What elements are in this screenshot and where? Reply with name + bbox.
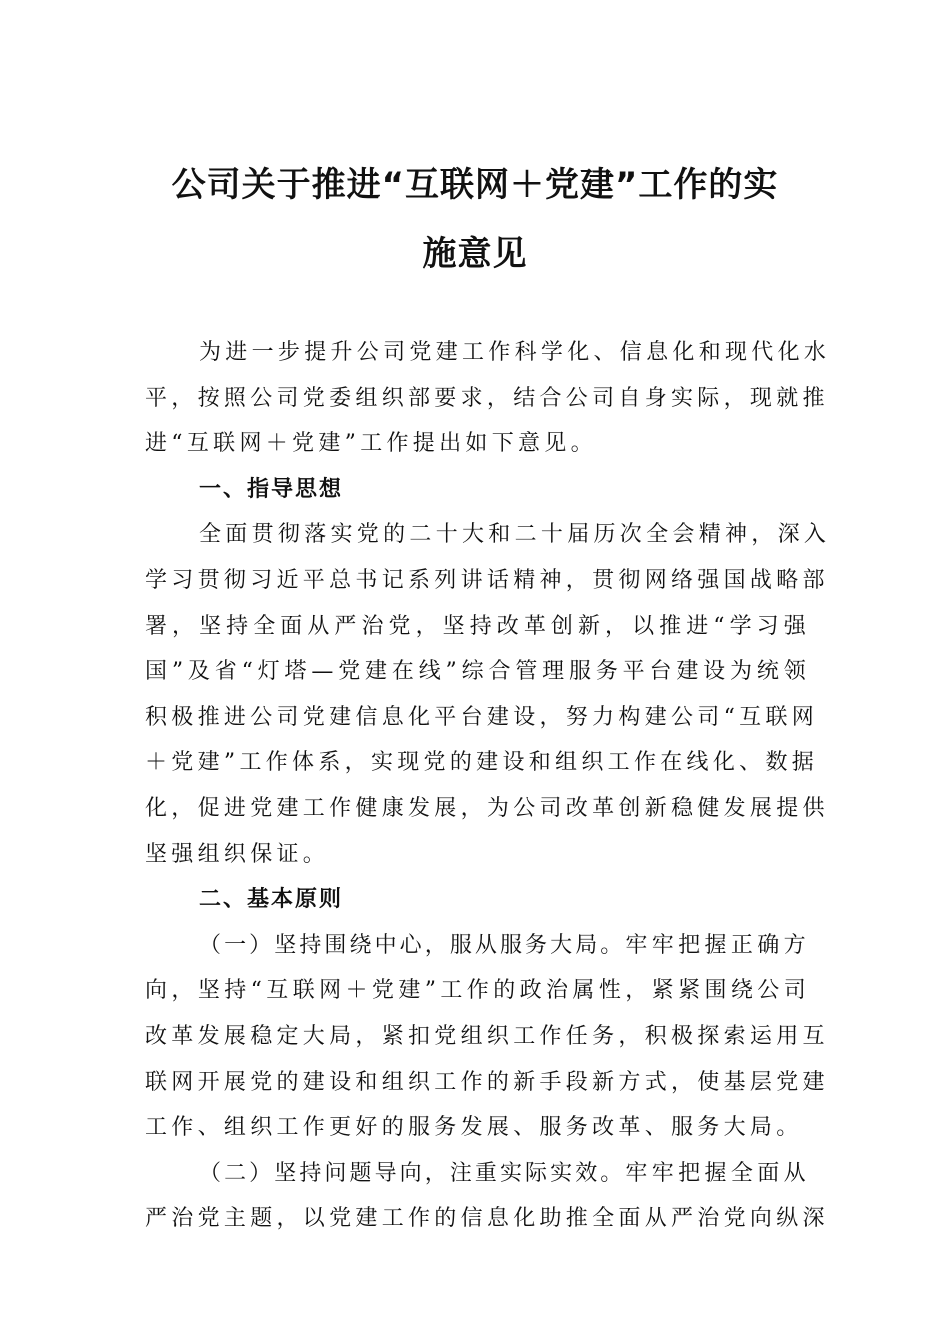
section-2-item-1-line-2: 向，坚持“互联网＋党建”工作的政治属性，紧紧围绕公司 bbox=[145, 978, 810, 1004]
section-2-item-1-line-4: 联网开展党的建设和组织工作的新手段新方式，使基层党建 bbox=[145, 1069, 829, 1095]
intro-line-2: 平，按照公司党委组织部要求，结合公司自身实际，现就推 bbox=[145, 385, 829, 411]
section-1-line-3: 署，坚持全面从严治党，坚持改革创新，以推进“学习强 bbox=[145, 613, 810, 639]
section-2-item-2-first-rest: 牢牢把握全面从 bbox=[625, 1160, 810, 1186]
section-2-item-1-label: （一）坚持围绕中心，服从服务大局。 bbox=[199, 932, 626, 958]
intro-line-3: 进“互联网＋党建”工作提出如下意见。 bbox=[145, 431, 597, 457]
section-1-paragraph bbox=[145, 512, 831, 877]
section-2-item-1 bbox=[145, 923, 829, 1151]
section-1-line-6: ＋党建”工作体系，实现党的建设和组织工作在线化、数据 bbox=[145, 750, 819, 776]
document-title-line-2: 施意见 bbox=[422, 234, 528, 274]
intro-paragraph bbox=[145, 330, 831, 467]
section-2-heading: 二、基本原则 bbox=[199, 887, 344, 913]
section-1-line-1: 全面贯彻落实党的二十大和二十届历次全会精神，深入 bbox=[199, 522, 831, 548]
section-2-item-1-line-5: 工作、组织工作更好的服务发展、服务改革、服务大局。 bbox=[145, 1115, 803, 1141]
section-1-line-2: 学习贯彻习近平总书记系列讲话精神，贯彻网络强国战略部 bbox=[145, 567, 829, 593]
intro-line-1: 为进一步提升公司党建工作科学化、信息化和现代化水 bbox=[199, 340, 831, 365]
section-2-item-1-line-1 bbox=[145, 923, 810, 969]
section-2-item-1-line-3: 改革发展稳定大局，紧扣党组织工作任务，积极探索运用互 bbox=[145, 1023, 829, 1049]
section-2-item-2-line-2: 严治党主题，以党建工作的信息化助推全面从严治党向纵深 bbox=[145, 1206, 829, 1232]
section-1-line-4: 国”及省“灯塔—党建在线”综合管理服务平台建设为统领 bbox=[145, 659, 810, 685]
section-1-line-8: 坚强组织保证。 bbox=[145, 841, 330, 867]
section-2-item-2 bbox=[145, 1151, 829, 1242]
section-1-line-7: 化，促进党建工作健康发展，为公司改革创新稳健发展提供 bbox=[145, 795, 829, 821]
section-1-line-5: 积极推进公司党建信息化平台建设，努力构建公司“互联网 bbox=[145, 704, 819, 730]
section-2-item-1-first-rest: 牢牢把握正确方 bbox=[625, 932, 810, 958]
section-1-heading: 一、指导思想 bbox=[199, 476, 344, 502]
document-title-line-1: 公司关于推进“互联网＋党建”工作的实 bbox=[171, 165, 779, 205]
section-2-item-2-line-1 bbox=[145, 1151, 810, 1197]
section-2-item-2-label: （二）坚持问题导向，注重实际实效。 bbox=[199, 1160, 626, 1186]
document-body bbox=[145, 330, 831, 1242]
